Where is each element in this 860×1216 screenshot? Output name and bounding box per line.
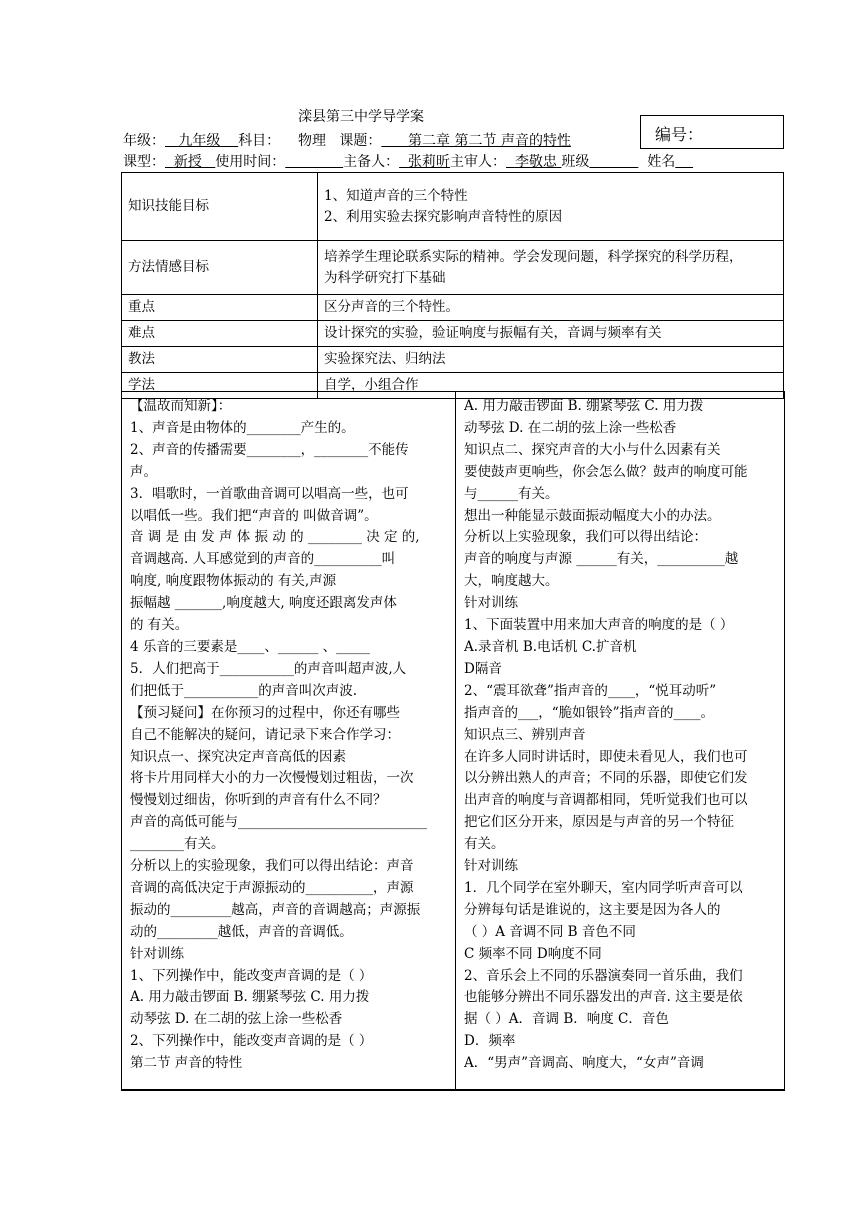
left-line: 分析以上的实验现象，我们可以得出结论：声音 <box>130 858 414 875</box>
objective-row-focus <box>122 295 784 321</box>
left-line: ________有关。 <box>130 836 225 853</box>
header-row-1 <box>123 130 571 150</box>
objective-label: 知识技能目标 <box>122 173 318 241</box>
review-label: 主审人： <box>450 154 507 170</box>
right-line: 把它们区分开来，原因是与声音的另一个特征 <box>464 814 734 831</box>
left-line: 动琴弦 D. 在二胡的弦上涂一些松香 <box>130 1011 343 1028</box>
right-line: 与______有关。 <box>464 485 559 502</box>
left-line: 响度, 响度跟物体振动的 有关,声源 <box>130 573 337 590</box>
page-title: 滦县第三中学导学案 <box>298 109 424 125</box>
objective-content: 区分声音的三个特性。 <box>318 295 784 321</box>
left-line: 慢慢划过细齿，你听到的声音有什么不同？ <box>130 792 387 809</box>
prep-label: 主备人： <box>343 154 400 170</box>
right-line: 1、下面装置中用来加大声音的响度的是（ ） <box>464 617 734 634</box>
right-line: 要使鼓声更响些，你会怎么做？鼓声的响度可能 <box>464 463 748 480</box>
objective-label: 学法 <box>122 373 318 399</box>
code-label: 编号： <box>655 125 704 144</box>
right-line: 分析以上实验现象，我们可以得出结论： <box>464 529 707 546</box>
left-line: 自己不能解决的疑问，请记录下来合作学习： <box>130 726 400 743</box>
left-line: 们把低于___________的声音叫次声波. <box>130 682 358 699</box>
right-line: 1．几个同学在室外聊天，室内同学听声音可以 <box>464 879 743 896</box>
left-line: 将卡片用同样大小的力一次慢慢划过粗齿，一次 <box>130 770 414 787</box>
right-line: 知识点二、探究声音的大小与什么因素有关 <box>464 441 721 458</box>
left-line: 知识点一、探究决定声音高低的因素 <box>130 748 346 765</box>
left-line: 【预习疑问】在你预习的过程中，你还有哪些 <box>130 704 400 721</box>
objective-content: 1、知道声音的三个特性 2、利用实验去探究影响声音特性的原因 <box>318 173 784 241</box>
left-line: 【温故而知新】： <box>130 398 232 414</box>
grade-value: 九年级 <box>178 133 221 149</box>
prep-value: 张莉昕 <box>408 154 451 170</box>
left-line: 2、下列操作中，能改变声音调的是（ ） <box>130 1033 373 1050</box>
objective-row-knowledge <box>122 173 784 241</box>
name-blank <box>675 154 693 170</box>
topic-label: 课题： <box>339 133 382 149</box>
right-line: （ ）A 音调不同 B 音色不同 <box>464 923 636 940</box>
right-line: 动琴弦 D. 在二胡的弦上涂一些松香 <box>464 419 677 436</box>
objective-content: 自学，小组合作 <box>318 373 784 399</box>
objective-content: 设计探究的实验，验证响度与振幅有关，音调与频率有关 <box>318 321 784 347</box>
left-line: 2、声音的传播需要________，________不能传 <box>130 441 409 458</box>
right-line: D．频率 <box>464 1033 516 1050</box>
left-line: 振幅越 _______,响度越大, 响度还跟离发声体 <box>130 595 397 612</box>
right-line: A.录音机 B.电话机 C.扩音机 <box>464 638 637 655</box>
left-line: 5．人们把高于___________的声音叫超声波,人 <box>130 660 407 677</box>
left-line: 第二节 声音的特性 <box>130 1055 243 1072</box>
right-line: 大，响度越大。 <box>464 573 559 590</box>
left-line: 以唱低一些。我们把“声音的 叫做音调”。 <box>130 507 378 524</box>
left-line: 1、声音是由物体的________产生的。 <box>130 419 355 436</box>
objectives-table <box>121 172 784 399</box>
right-column <box>456 392 784 1089</box>
left-line: 声。 <box>130 463 157 480</box>
right-line: 针对训练 <box>464 595 518 612</box>
code-box <box>640 115 784 149</box>
right-line: A. 用力敲击锣面 B. 绷紧琴弦 C. 用力拨 <box>464 398 704 414</box>
type-label: 课型： <box>123 154 165 170</box>
right-line: 在许多人同时讲话时，即使未看见人，我们也可 <box>464 748 748 765</box>
topic-value: 第二章 第二节 声音的特性 <box>408 133 571 149</box>
worksheet-body <box>121 391 785 1091</box>
objective-row-teaching <box>122 347 784 373</box>
left-line: 声音的高低可能与____________________________ <box>130 814 427 831</box>
left-line: 的 有关。 <box>130 617 189 634</box>
time-label: 使用时间： <box>215 154 286 170</box>
objective-content: 培养学生理论联系实际的精神。学会发现问题，科学探究的科学历程， 为科学研究打下基础 <box>318 241 784 295</box>
header-row-2 <box>123 151 693 171</box>
time-blank <box>285 154 343 170</box>
objective-label: 教法 <box>122 347 318 373</box>
right-line: 也能够分辨出不同乐器发出的声音. 这主要是依 <box>464 989 743 1006</box>
right-line: D隔音 <box>464 660 502 677</box>
right-line: 出声音的响度与音调都相同，凭听觉我们也可以 <box>464 792 748 809</box>
right-line: 知识点三、辨别声音 <box>464 726 586 743</box>
class-blank <box>589 154 638 170</box>
name-label: 姓名 <box>647 154 676 170</box>
right-line: C 频率不同 D响度不同 <box>464 945 602 962</box>
objective-row-method <box>122 241 784 295</box>
right-line: 据（ ）A．音调 B．响度 C．音色 <box>464 1011 669 1028</box>
objective-label: 难点 <box>122 321 318 347</box>
left-column <box>122 392 456 1089</box>
right-line: 2、“震耳欲聋”指声音的____，“悦耳动听” <box>464 682 717 699</box>
type-value: 新授 <box>173 154 202 170</box>
subject-label: 科目： <box>238 133 281 149</box>
left-line: 3．唱歌时，一首歌曲音调可以唱高一些，也可 <box>130 485 409 502</box>
grade-label: 年级： <box>123 133 165 149</box>
review-value: 李敬忠 <box>514 154 557 170</box>
right-line: 有关。 <box>464 836 505 853</box>
right-line: 声音的响度与声源 ______有关，__________越 <box>464 551 739 568</box>
subject-value: 物理 <box>297 133 326 149</box>
objective-content: 实验探究法、归纳法 <box>318 347 784 373</box>
left-line: 1、下列操作中，能改变声音调的是（ ） <box>130 967 373 984</box>
left-line: 振动的_________越高，声音的音调越高；声源振 <box>130 901 421 918</box>
objective-label: 方法情感目标 <box>122 241 318 295</box>
objective-label: 重点 <box>122 295 318 321</box>
class-label: 班级 <box>561 154 590 170</box>
left-line: 音调的高低决定于声源振动的__________，声源 <box>130 879 414 896</box>
right-line: 指声音的___，“脆如银铃”指声音的____。 <box>464 704 715 721</box>
left-line: 音 调 是 由 发 声 体 振 动 的 ________ 决 定 的, <box>130 529 420 546</box>
left-line: 4 乐音的三要素是____、______ 、_____ <box>130 638 370 655</box>
right-line: 分辨每句话是谁说的，这主要是因为各人的 <box>464 901 721 918</box>
right-line: 针对训练 <box>464 858 518 875</box>
left-line: 动的_________越低，声音的音调低。 <box>130 923 353 940</box>
right-line: A．“男声”音调高、响度大，“女声”音调 <box>464 1055 704 1072</box>
objective-row-difficulty <box>122 321 784 347</box>
right-line: 以分辨出熟人的声音；不同的乐器，即使它们发 <box>464 770 748 787</box>
left-line: A. 用力敲击锣面 B. 绷紧琴弦 C. 用力拨 <box>130 989 370 1006</box>
right-line: 想出一种能显示鼓面振动幅度大小的办法。 <box>464 507 721 524</box>
left-line: 针对训练 <box>130 945 184 962</box>
right-line: 2、音乐会上不同的乐器演奏同一首乐曲，我们 <box>464 967 743 984</box>
left-line: 音调越高. 人耳感觉到的声音的__________叫 <box>130 551 396 568</box>
